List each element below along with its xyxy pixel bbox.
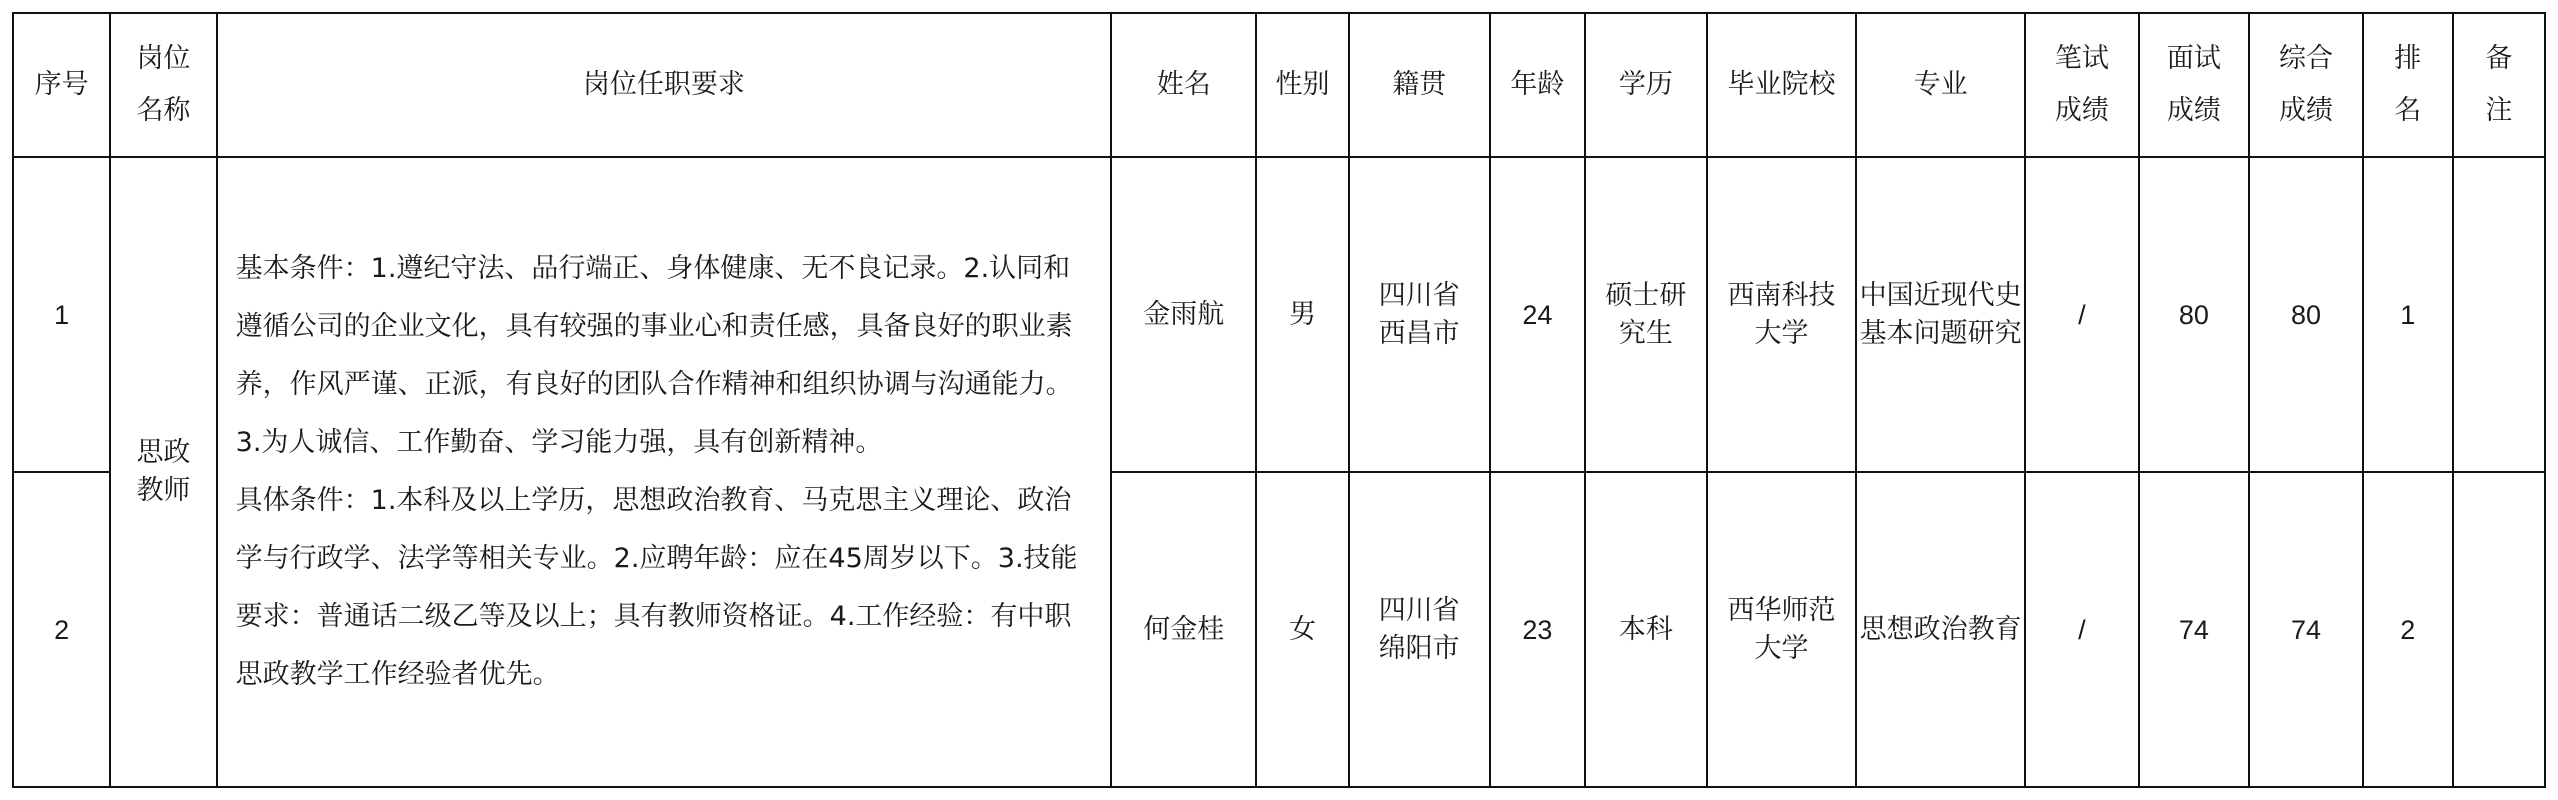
cell-age: 23: [1490, 472, 1585, 787]
header-post: [110, 13, 216, 157]
cell-total-score: 74: [2249, 472, 2363, 787]
cell-remark: [2453, 472, 2545, 787]
header-name: 姓名: [1111, 13, 1256, 157]
school-line1: 西南科技: [1727, 279, 1836, 311]
header-rank-line2: 名: [2394, 95, 2422, 126]
native-line1: 四川省: [1378, 279, 1460, 311]
school-line1: 西华师范: [1727, 594, 1836, 626]
header-requirements: 岗位任职要求: [217, 13, 1111, 157]
header-remark-line2: 注: [2485, 95, 2513, 126]
header-written-line2: 成绩: [2054, 95, 2109, 126]
results-table: [12, 12, 2546, 788]
cell-remark: [2453, 157, 2545, 472]
education-line1: 硕士研: [1605, 279, 1687, 311]
header-interview-line1: 面试: [2166, 43, 2221, 74]
post-name-line1: 思政: [136, 437, 191, 468]
cell-native: [1349, 472, 1490, 787]
post-name-line2: 教师: [136, 475, 191, 506]
header-post-line2: 名称: [136, 95, 191, 126]
header-school: 毕业院校: [1707, 13, 1856, 157]
major-line1: 中国近现代史: [1859, 279, 2022, 311]
cell-rank: 2: [2363, 472, 2453, 787]
cell-interview-score: 74: [2139, 472, 2250, 787]
native-line1: 四川省: [1378, 594, 1460, 626]
cell-school: [1707, 472, 1856, 787]
cell-name: 何金桂: [1111, 472, 1256, 787]
cell-gender: 男: [1256, 157, 1348, 472]
cell-written-score: /: [2025, 157, 2139, 472]
header-remark-line1: 备: [2485, 43, 2513, 74]
header-total-line2: 成绩: [2278, 95, 2333, 126]
header-age: 年龄: [1490, 13, 1585, 157]
requirements-specific: 具体条件：1.本科及以上学历，思想政治教育、马克思主义理论、政治学与行政学、法学等相关专业。2.应聘年龄：应在45周岁以下。3.技能要求：普通话二级乙等及以上；具有教师资格证。4.工作经验：有中职思政教学工作经验者优先。: [235, 485, 1078, 690]
cell-major: [1856, 472, 2025, 787]
header-remark: [2453, 13, 2545, 157]
header-written-line1: 笔试: [2054, 43, 2109, 74]
header-rank-line1: 排: [2394, 43, 2422, 74]
education-line2: 究生: [1618, 317, 1673, 349]
header-interview: [2139, 13, 2250, 157]
header-post-line1: 岗位: [136, 43, 191, 74]
school-line2: 大学: [1754, 317, 1809, 349]
cell-gender: 女: [1256, 472, 1348, 787]
header-interview-line2: 成绩: [2166, 95, 2221, 126]
header-total-line1: 综合: [2278, 43, 2333, 74]
cell-post-name: [110, 157, 216, 787]
cell-name: 金雨航: [1111, 157, 1256, 472]
native-line2: 绵阳市: [1378, 632, 1460, 664]
header-education: 学历: [1585, 13, 1707, 157]
major-line2: 基本问题研究: [1859, 317, 2022, 349]
cell-requirements: [217, 157, 1111, 787]
cell-written-score: /: [2025, 472, 2139, 787]
cell-education: [1585, 472, 1707, 787]
header-seq: 序号: [13, 13, 110, 157]
cell-school: [1707, 157, 1856, 472]
header-gender: 性别: [1256, 13, 1348, 157]
table-row: [13, 157, 2545, 472]
header-total: [2249, 13, 2363, 157]
cell-total-score: 80: [2249, 157, 2363, 472]
cell-age: 24: [1490, 157, 1585, 472]
major-line1: 思想政治教育: [1859, 613, 2022, 645]
header-native: 籍贯: [1349, 13, 1490, 157]
requirements-basic: 基本条件：1.遵纪守法、品行端正、身体健康、无不良记录。2.认同和遵循公司的企业文化，具有较强的事业心和责任感，具备良好的职业素养，作风严谨、正派，有良好的团队合作精神和组织协调与沟通能力。3.为人诚信、工作勤奋、学习能力强，具有创新精神。: [235, 253, 1073, 458]
header-major: 专业: [1856, 13, 2025, 157]
cell-rank: 1: [2363, 157, 2453, 472]
cell-interview-score: 80: [2139, 157, 2250, 472]
cell-education: [1585, 157, 1707, 472]
header-row: [13, 13, 2545, 157]
cell-major: [1856, 157, 2025, 472]
cell-seq: 1: [13, 157, 110, 472]
header-written: [2025, 13, 2139, 157]
cell-native: [1349, 157, 1490, 472]
education-line1: 本科: [1618, 613, 1673, 645]
cell-seq: 2: [13, 472, 110, 787]
school-line2: 大学: [1754, 632, 1809, 664]
native-line2: 西昌市: [1378, 317, 1460, 349]
header-rank: [2363, 13, 2453, 157]
